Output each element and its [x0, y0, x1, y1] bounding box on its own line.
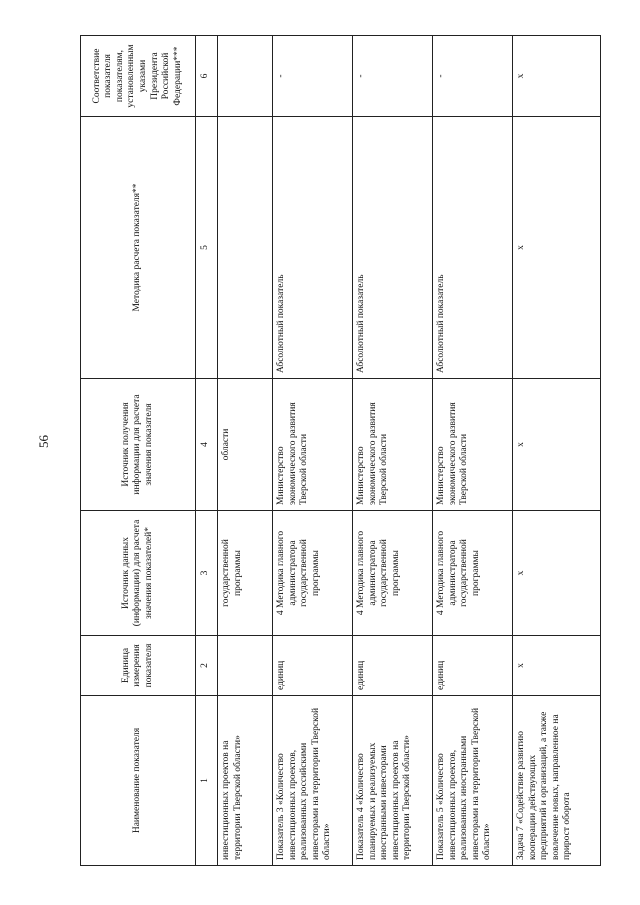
cell-info-source: Министерство экономического развития Тверской области [433, 379, 513, 511]
cell-info-source: x [513, 379, 601, 511]
cell-data-source: государственной программы [218, 511, 273, 636]
cell-method: x [513, 117, 601, 379]
column-number: 2 [196, 636, 218, 696]
table-header-row [81, 36, 196, 866]
column-number: 5 [196, 117, 218, 379]
cell-method: Абсолютный показатель [433, 117, 513, 379]
table-row [273, 36, 353, 866]
header-unit: Единица измерения показателя [81, 636, 196, 696]
rotated-table-sheet [80, 36, 600, 866]
cell-unit: единиц [433, 636, 513, 696]
header-decree-match: Соответствие показателя показателям, установленным указами Президента Российской Федерации*** [81, 36, 196, 117]
cell-method: Абсолютный показатель [273, 117, 353, 379]
cell-decree-match [218, 36, 273, 117]
cell-indicator-name: Показатель 3 «Количество инвестиционных проектов, реализованных российскими инвесторами на территории Тверской области» [273, 696, 353, 866]
cell-unit: единиц [353, 636, 433, 696]
cell-unit: единиц [273, 636, 353, 696]
header-indicator-name: Наименование показателя [81, 696, 196, 866]
cell-data-source: 4 Методика главного администратора государственной программы [433, 511, 513, 636]
page-number: 56 [36, 435, 51, 448]
header-data-source: Источник данных (информации) для расчета значения показателей* [81, 511, 196, 636]
column-number: 6 [196, 36, 218, 117]
cell-info-source: области [218, 379, 273, 511]
column-number: 3 [196, 511, 218, 636]
header-info-source: Источник получения информации для расчета значения показателя [81, 379, 196, 511]
cell-indicator-name: Задача 7 «Содействие развитию кооперации действующих предприятий и организаций, а также вовлечение новых, направленное на прирост оборота [513, 696, 601, 866]
cell-unit [218, 636, 273, 696]
cell-method: Абсолютный показатель [353, 117, 433, 379]
cell-method [218, 117, 273, 379]
cell-indicator-name: Показатель 4 «Количество планируемых и реализуемых иностранными инвесторами инвестиционных проектов на территории Тверской области» [353, 696, 433, 866]
cell-data-source: x [513, 511, 601, 636]
cell-decree-match: - [353, 36, 433, 117]
cell-info-source: Министерство экономического развития Тверской области [353, 379, 433, 511]
cell-indicator-name: инвестиционных проектов на территории Тверской области» [218, 696, 273, 866]
column-number: 4 [196, 379, 218, 511]
table-row [513, 36, 601, 866]
cell-data-source: 4 Методика главного администратора государственной программы [353, 511, 433, 636]
header-method: Методика расчета показателя** [81, 117, 196, 379]
indicators-table [80, 35, 601, 866]
table-row [433, 36, 513, 866]
cell-info-source: Министерство экономического развития Тверской области [273, 379, 353, 511]
cell-decree-match: - [433, 36, 513, 117]
column-number-row [196, 36, 218, 866]
cell-indicator-name: Показатель 5 «Количество инвестиционных проектов, реализованных иностранными инвесторами на территории Тверской области» [433, 696, 513, 866]
cell-unit: x [513, 636, 601, 696]
cell-data-source: 4 Методика главного администратора государственной программы [273, 511, 353, 636]
table-row [218, 36, 273, 866]
column-number: 1 [196, 696, 218, 866]
table-row [353, 36, 433, 866]
cell-decree-match: - [273, 36, 353, 117]
cell-decree-match: x [513, 36, 601, 117]
